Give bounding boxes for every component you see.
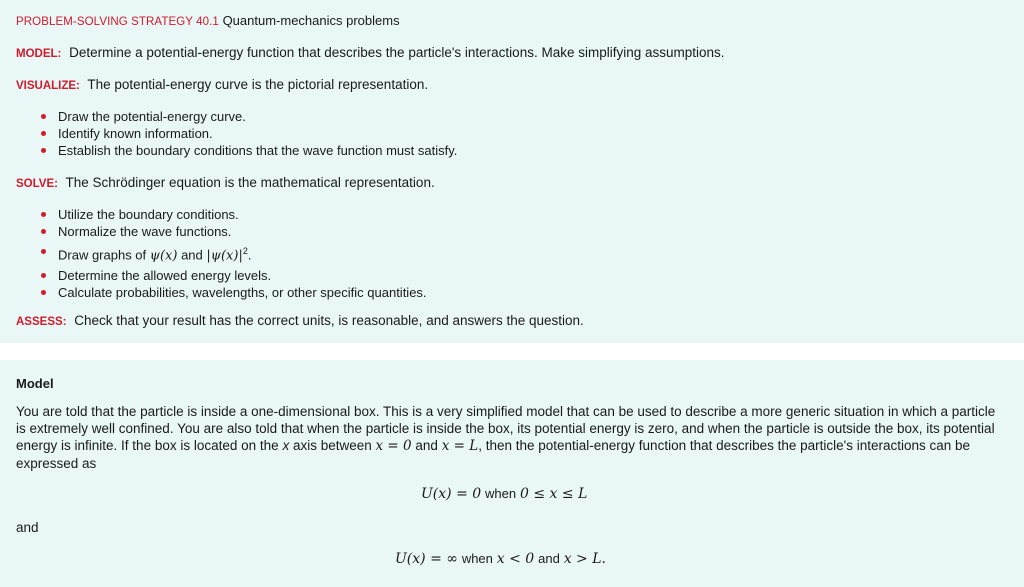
strategy-prefix: PROBLEM-SOLVING STRATEGY 40.1 — [16, 16, 219, 28]
equation-inside-box: U(x) = 0 when 0 ≤ x ≤ L — [421, 486, 588, 502]
strategy-title-text: Quantum-mechanics problems — [222, 13, 400, 28]
psi-expression: ψ(x) — [149, 248, 178, 264]
bullet-dot — [41, 290, 46, 295]
list-item: Draw the potential-energy curve. — [41, 108, 457, 125]
exponent: 2 — [242, 246, 248, 256]
assess-label: ASSESS: — [16, 316, 67, 328]
model-step-text: Determine a potential-energy function that describes the particle's interactions. Make simplifying assumptions. — [69, 45, 725, 60]
bullet-dot — [41, 212, 46, 217]
bullet-dot — [41, 148, 46, 153]
psi-squared-expression: |ψ(x)| — [206, 248, 243, 264]
list-item: Normalize the wave functions. — [41, 223, 427, 240]
model-panel — [0, 360, 1024, 587]
visualize-step-text: The potential-energy curve is the pictorial representation. — [87, 77, 429, 92]
math-x-L: x = L — [441, 438, 479, 454]
bullet-dot — [41, 229, 46, 234]
visualize-list — [41, 108, 457, 159]
model-step — [16, 45, 725, 60]
bullet-dot — [41, 131, 46, 136]
list-item: Establish the boundary conditions that the wave function must satisfy. — [41, 142, 457, 159]
solve-list — [41, 206, 427, 301]
math-x-zero: x = 0 — [375, 438, 412, 454]
bullet-dot — [41, 249, 46, 254]
bullet-dot — [41, 273, 46, 278]
bullet-dot — [41, 114, 46, 119]
visualize-step — [16, 77, 428, 92]
assess-step-text: Check that your result has the correct units, is reasonable, and answers the question. — [74, 313, 584, 328]
solve-step — [16, 175, 435, 190]
strategy-title — [16, 13, 1008, 28]
assess-step — [16, 313, 584, 328]
model-paragraph: You are told that the particle is inside a one-dimensional box. This is a very simplified model that can be used to describe a more generic situation in which a particle is extremely well confined. You are also told that when the particle is inside the box, its potential energy is zero, and when the particle is outside the box, its potential energy is infinite. If the box is located on the x axis between x = 0 and x = L, then the potential-energy function that describes the particle's interactions can be expressed as — [16, 404, 996, 471]
model-label: MODEL: — [16, 48, 62, 60]
visualize-label: VISUALIZE: — [16, 80, 80, 92]
list-item: Draw graphs of ψ(x) and $|\psi(x)|^2$. — [41, 240, 427, 267]
and-text: and — [16, 520, 39, 535]
list-item: Identify known information. — [41, 125, 457, 142]
model-heading: Model — [16, 376, 54, 391]
solve-step-text: The Schrödinger equation is the mathematical representation. — [65, 175, 435, 190]
list-item: Determine the allowed energy levels. — [41, 267, 427, 284]
equation-outside-box: U(x) = ∞ when x < 0 and x > L. — [395, 551, 606, 567]
list-item: Utilize the boundary conditions. — [41, 206, 427, 223]
list-item: Calculate probabilities, wavelengths, or other specific quantities. — [41, 284, 427, 301]
solve-label: SOLVE: — [16, 178, 58, 190]
